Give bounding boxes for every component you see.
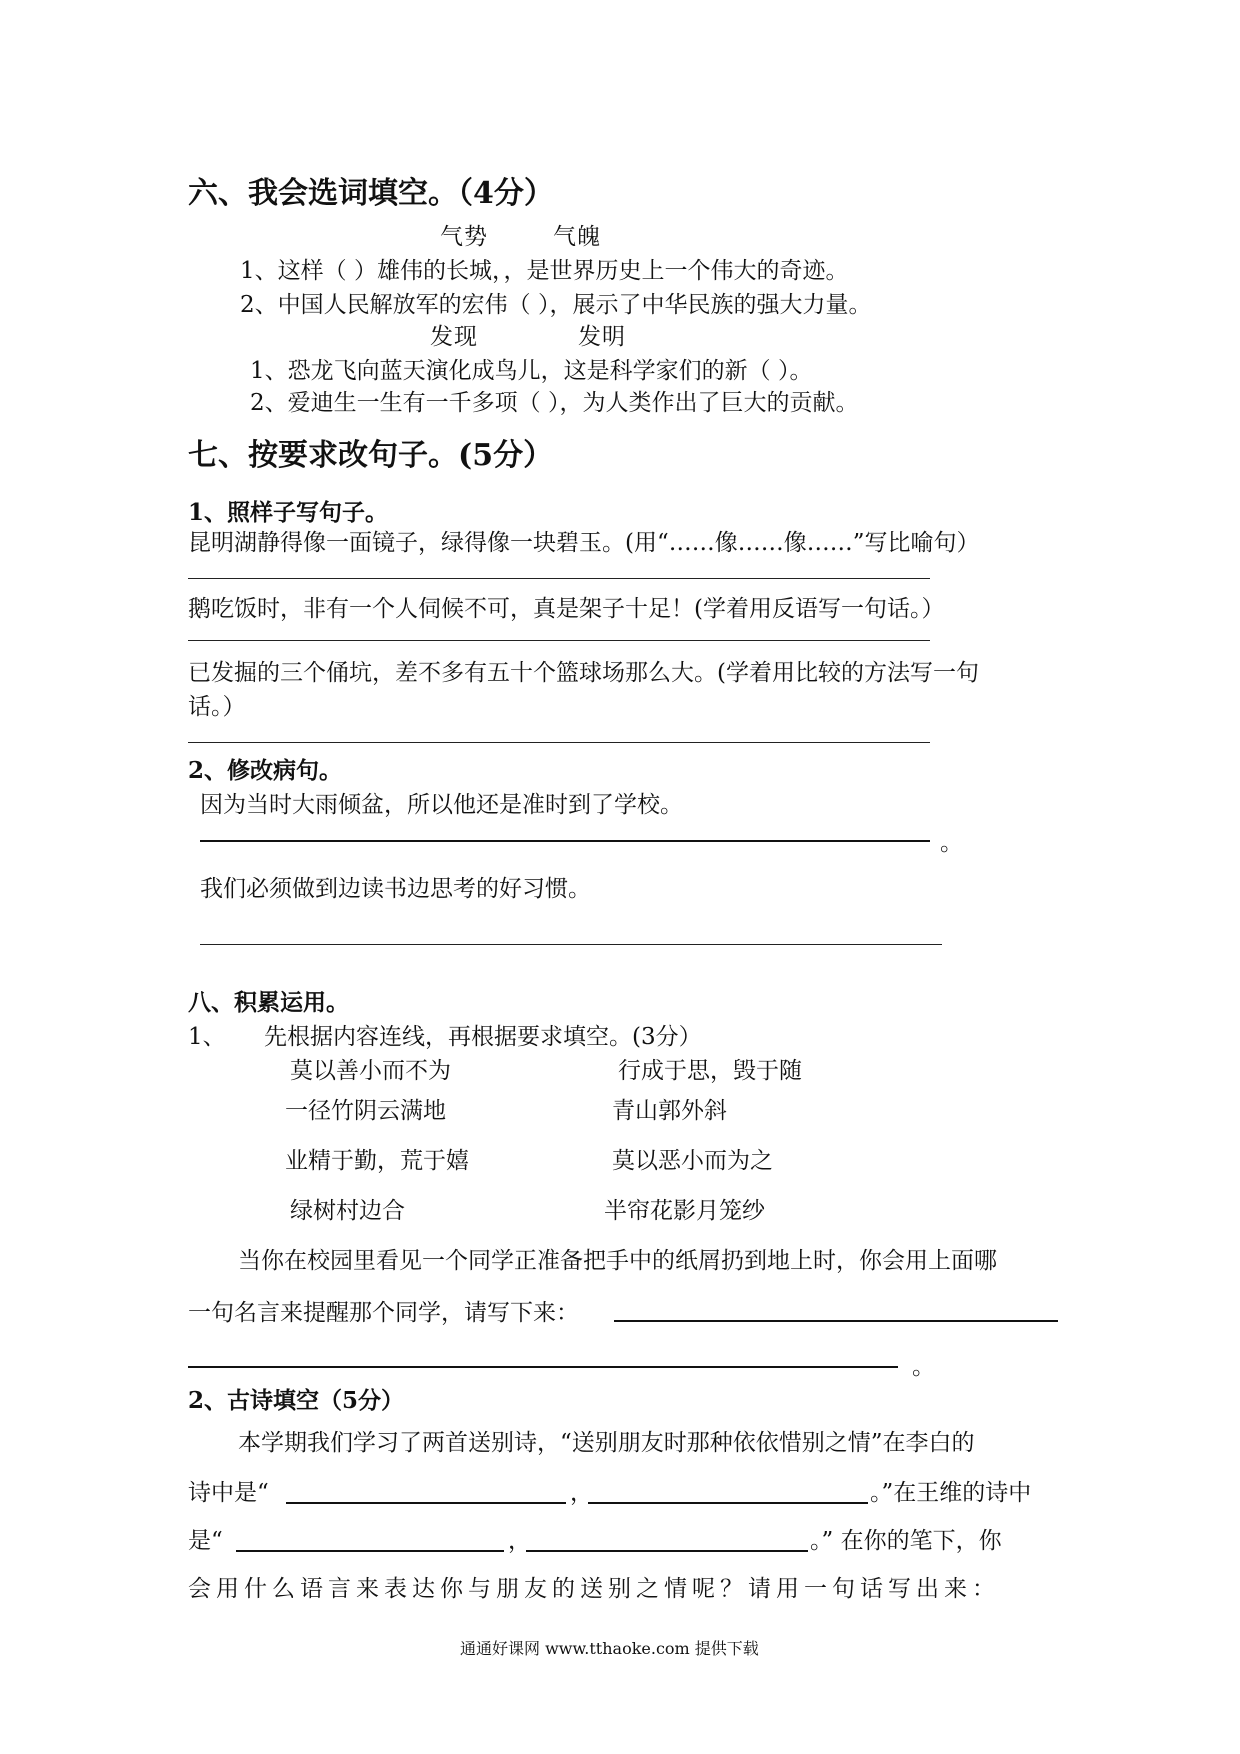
comma-mark: ， [570, 1480, 593, 1506]
part-instruction: 先根据内容连线，再根据要求填空。(3分） [264, 1024, 702, 1050]
poem-prompt: 。”在王维的诗中 [870, 1480, 1032, 1506]
answer-line [188, 742, 930, 743]
answer-line [614, 1320, 1058, 1322]
poem-blank [286, 1502, 566, 1504]
section-8-title: 八、积累运用。 [188, 989, 349, 1016]
sentence-prompt: 已发掘的三个俑坑，差不多有五十个篮球场那么大。(学着用比较的方法写一句 [188, 660, 979, 686]
paragraph: 当你在校园里看见一个同学正准备把手中的纸屑扔到地上时，你会用上面哪 [238, 1248, 997, 1274]
poem-prompt: 是“ [188, 1528, 223, 1554]
match-left-item: 业精于勤，荒于嬉 [285, 1148, 469, 1174]
sentence-prompt: 鹅吃饭时，非有一个人伺候不可，真是架子十足！(学着用反语写一句话。） [188, 596, 945, 622]
match-left-item: 一径竹阴云满地 [285, 1098, 446, 1124]
answer-line [188, 1366, 898, 1368]
paragraph: 本学期我们学习了两首送别诗，“送别朋友时那种依依惜别之情”在李白的 [238, 1430, 975, 1456]
part-title: 1、照样子写句子。 [188, 499, 389, 526]
match-right-item: 青山郭外斜 [612, 1098, 727, 1124]
section-7-title: 七、按要求改句子。(5分） [188, 438, 554, 473]
comma-mark: ， [508, 1528, 531, 1554]
fill-item: 1、这样（ ）雄伟的长城，，是世界历史上一个伟大的奇迹。 [240, 258, 849, 284]
answer-line [200, 840, 930, 842]
period-mark: 。 [940, 830, 963, 856]
footer-text: 通通好课网 www.tthaoke.com 提供下载 [460, 1639, 759, 1658]
match-right-item: 半帘花影月笼纱 [604, 1198, 765, 1224]
poem-blank [526, 1550, 808, 1552]
word-option: 发现 [430, 324, 478, 350]
sentence-prompt: 昆明湖静得像一面镜子，绿得像一块碧玉。(用“……像……像……”写比喻句） [188, 530, 980, 556]
paragraph: 一句名言来提醒那个同学，请写下来： [188, 1300, 579, 1326]
answer-line [188, 640, 930, 641]
word-option: 气势 [440, 224, 488, 250]
faulty-sentence: 我们必须做到边读书边思考的好习惯。 [200, 876, 591, 902]
match-left-item: 绿树村边合 [290, 1198, 405, 1224]
part-title: 2、古诗填空（5分） [188, 1387, 405, 1414]
poem-prompt: 。” 在你的笔下，你 [810, 1528, 1002, 1554]
sentence-prompt: 话。） [188, 694, 246, 720]
poem-blank [236, 1550, 504, 1552]
poem-blank [588, 1502, 868, 1504]
match-right-item: 行成于思，毁于随 [618, 1058, 802, 1084]
answer-line [200, 944, 942, 945]
match-right-item: 莫以恶小而为之 [612, 1148, 773, 1174]
paragraph: 会用什么语言来表达你与朋友的送别之情呢？请用一句话写出来： [188, 1576, 1000, 1602]
word-option: 发明 [578, 324, 626, 350]
match-left-item: 莫以善小而不为 [290, 1058, 451, 1084]
part-title: 2、修改病句。 [188, 757, 343, 784]
period-mark: 。 [912, 1354, 935, 1380]
faulty-sentence: 因为当时大雨倾盆，所以他还是准时到了学校。 [200, 792, 683, 818]
fill-item: 2、爱迪生一生有一千多项（ ），为人类作出了巨大的贡献。 [250, 390, 859, 416]
poem-prompt: 诗中是“ [188, 1480, 269, 1506]
part-label: 1、 [188, 1024, 226, 1050]
section-6-title: 六、我会选词填空。（4分） [188, 176, 554, 211]
word-option: 气魄 [553, 224, 601, 250]
fill-item: 1、恐龙飞向蓝天演化成鸟儿，这是科学家们的新（ ）。 [250, 358, 813, 384]
fill-item: 2、中国人民解放军的宏伟（ ），展示了中华民族的强大力量。 [240, 292, 872, 318]
answer-line [188, 578, 930, 579]
